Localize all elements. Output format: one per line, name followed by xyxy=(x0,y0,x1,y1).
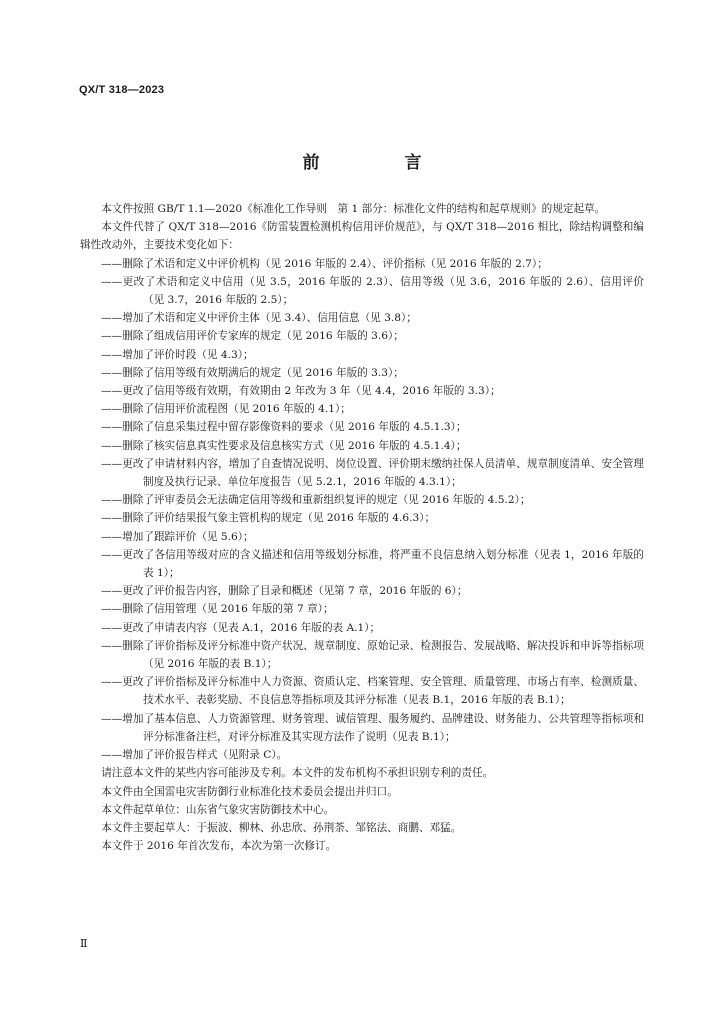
changes-list xyxy=(80,255,644,765)
change-item: ——增加了跟踪评价（见 5.6）； xyxy=(101,530,254,543)
closing-paragraph: 本文件由全国雷电灾害防御行业标准化技术委员会提出并归口。 xyxy=(101,785,398,798)
change-item: ——删除了评价结果报气象主管机构的规定（见 2016 年版的 4.6.3）； xyxy=(101,512,436,525)
change-item: ——删除了信用等级有效期满后的规定（见 2016 年版的 3.3）； xyxy=(101,366,404,379)
change-item: ——删除了信用管理（见 2016 年版的第 7 章）； xyxy=(101,603,334,616)
change-item: ——更改了评价指标及评分标准中人力资源、资质认定、档案管理、安全管理、质量管理、市场占有率、检测质量、技术水平、表彰奖励、不良信息等指标项及其评分标准（见表 B.1，2016 年版的表 B.1）； xyxy=(101,676,644,707)
change-item: ——增加了评价时段（见 4.3）； xyxy=(101,348,254,361)
change-item: ——更改了术语和定义中信用（见 3.5，2016 年版的 2.3）、信用等级（见 3.6，2016 年版的 2.6）、信用评价（见 3.7，2016 年版的 2.5）； xyxy=(101,275,644,307)
page-number: Ⅱ xyxy=(80,937,88,950)
foreword-body xyxy=(80,200,644,855)
page-title: 前 言 xyxy=(302,153,456,173)
intro-paragraph: 本文件按照 GB/T 1.1—2020《标准化工作导则 第 1 部分：标准化文件的结构和起草规则》的规定起草。 xyxy=(101,203,606,215)
change-item: ——更改了评价报告内容，删除了目录和概述（见第 7 章，2016 年版的 6）； xyxy=(101,585,468,598)
change-item: ——删除了组成信用评价专家库的规定（见 2016 年版的 3.6）； xyxy=(101,330,404,343)
closing-paragraph: 本文件于 2016 年首次发布，本次为第一次修订。 xyxy=(101,840,337,853)
change-item: ——删除了信用评价流程图（见 2016 年版的 4.1）； xyxy=(101,403,351,416)
intro-paragraph: 本文件代替了 QX/T 318—2016《防雷装置检测机构信用评价规范》，与 QX/T 318—2016 相比，除结构调整和编辑性改动外，主要技术变化如下： xyxy=(80,221,644,252)
change-item: ——增加了术语和定义中评价主体（见 3.4）、信用信息（见 3.8）； xyxy=(101,312,417,325)
change-item: ——删除了术语和定义中评价机构（见 2016 年版的 2.4）、评价指标（见 2016 年版的 2.7）； xyxy=(101,257,548,270)
change-item: ——增加了基本信息、人力资源管理、财务管理、诚信管理、服务履约、品牌建设、财务能力、公共管理等指标项和评分标准备注栏，对评分标准及其实现方法作了说明（见表 B.1）； xyxy=(101,712,644,743)
change-item: ——更改了各信用等级对应的含义描述和信用等级划分标准，将严重不良信息纳入划分标准（见表 1，2016 年版的表 1）； xyxy=(101,548,644,580)
closing-paragraph: 本文件起草单位：山东省气象灾害防御技术中心。 xyxy=(101,803,335,816)
change-item: ——删除了信息采集过程中留存影像资料的要求（见 2016 年版的 4.5.1.3）； xyxy=(101,421,467,434)
change-item: ——删除了核实信息真实性要求及信息核实方式（见 2016 年版的 4.5.1.4）； xyxy=(101,439,467,452)
change-item: ——更改了申请材料内容，增加了自查情况说明、岗位设置、评价期末缴纳社保人员清单、规章制度清单、安全管理制度及执行记录、单位年度报告（见 5.2.1，2016 年版的 4.3.1）； xyxy=(101,457,644,489)
change-item: ——更改了信用等级有效期，有效期由 2 年改为 3 年（见 4.4，2016 年版的 3.3）； xyxy=(101,385,501,398)
standard-code: QX/T 318—2023 xyxy=(79,84,165,96)
change-item: ——删除了评审委员会无法确定信用等级和重新组织复评的规定（见 2016 年版的 4.5.2）； xyxy=(101,494,531,507)
change-item: ——删除了评价指标及评分标准中资产状况、规章制度、原始记录、检测报告、发展战略、解决投诉和申诉等指标项（见 2016 年版的表 B.1）； xyxy=(101,639,644,671)
closing-paragraph: 请注意本文件的某些内容可能涉及专利。本文件的发布机构不承担识别专利的责任。 xyxy=(101,767,494,780)
change-item: ——更改了申请表内容（见表 A.1，2016 年版的表 A.1）； xyxy=(101,621,381,634)
closing-paragraph: 本文件主要起草人：于振波、柳林、孙忠欣、孙荆荼、邹铭法、商鹏、邓猛。 xyxy=(101,821,462,834)
change-item: ——增加了评价报告样式（见附录 C）。 xyxy=(101,749,288,762)
